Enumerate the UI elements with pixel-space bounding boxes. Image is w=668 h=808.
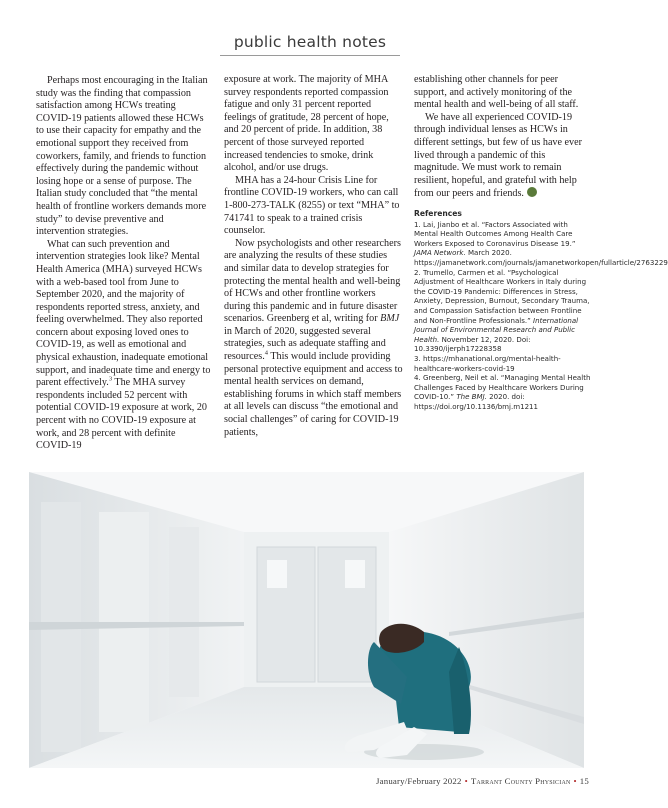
page-number: 15: [579, 776, 589, 786]
paragraph: exposure at work. The majority of MHA survey respondents reported compassion fatigue and only 31 percent reported feelings of gratitude, 28 percent of hope, and 20 percent of pride. In addition, 38 percent of those surveyed reported increased tendencies to smoke, drink alcohol, and/or use drugs.: [224, 74, 389, 174]
end-of-article-icon: [527, 187, 537, 197]
separator-dot: •: [464, 776, 468, 786]
paragraph: establishing other channels for peer support, and actively monitoring of the mental health and well-being of all staff.: [414, 74, 579, 111]
page-footer: [376, 776, 589, 786]
paragraph: We have all experienced COVID-19 through individual lenses as HCWs in different settings, but few of us have ever lived through a pandemic of this magnitude. We must work to remain resilient, hopeful, and grateful with help from our peers and friends.+: [414, 112, 590, 201]
reference-item: 1. Lai, Jianbo et al. “Factors Associated with Mental Health Outcomes Among Health Care Workers Exposed to Coronavirus Disease 19.” JAMA Network. March 2020. https://jamanetwork.com/journals/jamanetworkopen/fullarticle/2763229: [414, 219, 668, 267]
footnote-ref: 4: [264, 349, 269, 357]
journal-name: BMJ: [380, 313, 400, 325]
reference-item: 3. https://mhanational.org/mental-health-healthcare-workers-covid-19: [414, 353, 561, 373]
header-rule: [220, 55, 400, 56]
section-title: public health notes: [233, 33, 387, 51]
article-column-2: [224, 74, 404, 439]
references-section: [414, 209, 668, 411]
article-column-1: [36, 75, 212, 453]
reference-item: 2. Trumello, Carmen et al. “Psychological Adjustment of Healthcare Workers in Italy during the COVID-19 Pandemic: Differences in Stress, Anxiety, Depression, Burnout, Secondary Trauma, and Compassion Satisfaction between Frontline and Non-Frontline Professionals.” International Journal of Environmental Research and Public Health. November 12, 2020. Doi: 10.3390/ijerph17228358: [414, 267, 590, 354]
separator-dot: •: [573, 776, 577, 786]
paragraph: Perhaps most encouraging in the Italian study was the finding that compassion satisfaction among HCWs treating COVID-19 patients allowed these HCWs to use their capacity for empathy and the emotional support they received from coworkers, family, and friends to function effectively during the pandemic without losing hope or a sense of purpose. The Italian study concluded that “the mental health of frontline workers demands more study” to devise preventive and intervention strategies.: [36, 75, 208, 238]
article-column-3: [414, 74, 590, 201]
paragraph: MHA has a 24-hour Crisis Line for frontline COVID-19 workers, who can call 1-800-273-TALK (8255) or text “MHA” to 741741 to speak to a trained crisis counselor.: [224, 174, 400, 237]
hospital-corridor-photo: [29, 472, 584, 768]
reference-item: 4. Greenberg, Neil et al. “Managing Mental Health Challenges Faced by Healthcare Workers During COVID-10.” The BMJ. 2020. doi: https://doi.org/10.1136/bmj.m1211: [414, 373, 591, 411]
references-heading: References: [414, 209, 462, 218]
footnote-ref: 3: [108, 375, 113, 383]
paragraph: Now psychologists and other researchers are analyzing the results of these studies and similar data to develop strategies for protecting the mental health and well-being of HCWs and other frontline workers during this pandemic and in future disaster scenarios. Greenberg et al, writing for BMJ in March of 2020, suggested several strategies, such as adequate staffing and resources.$^4$ This would include providing personal protective equipment and access to mental health services on demand, establishing forums in which staff members at all levels can discuss “the emotional and social challenges” of caring for COVID-19 patients,: [224, 237, 403, 438]
issue-date: January/February 2022: [376, 776, 462, 786]
photo-illustration: [29, 472, 584, 768]
paragraph: What can such prevention and intervention strategies look like? Mental Health America (MHA) surveyed HCWs with a web-based tool from June to September 2020, and the majority of respondents reported stress, anxiety, and feeling overwhelmed. They also reported concern about exposing loved ones to COVID-19, as well as emotional and physical exhaustion, inadequate emotional support, and inadequate time and energy to parent effectively.$^3$ The MHA survey respondents included 52 percent with potential COVID-19 exposure at work, 20 percent with no COVID-19 exposure at work, and 28 percent with definite COVID-19: [36, 238, 211, 452]
magazine-title: Tarrant County Physician: [470, 776, 571, 786]
